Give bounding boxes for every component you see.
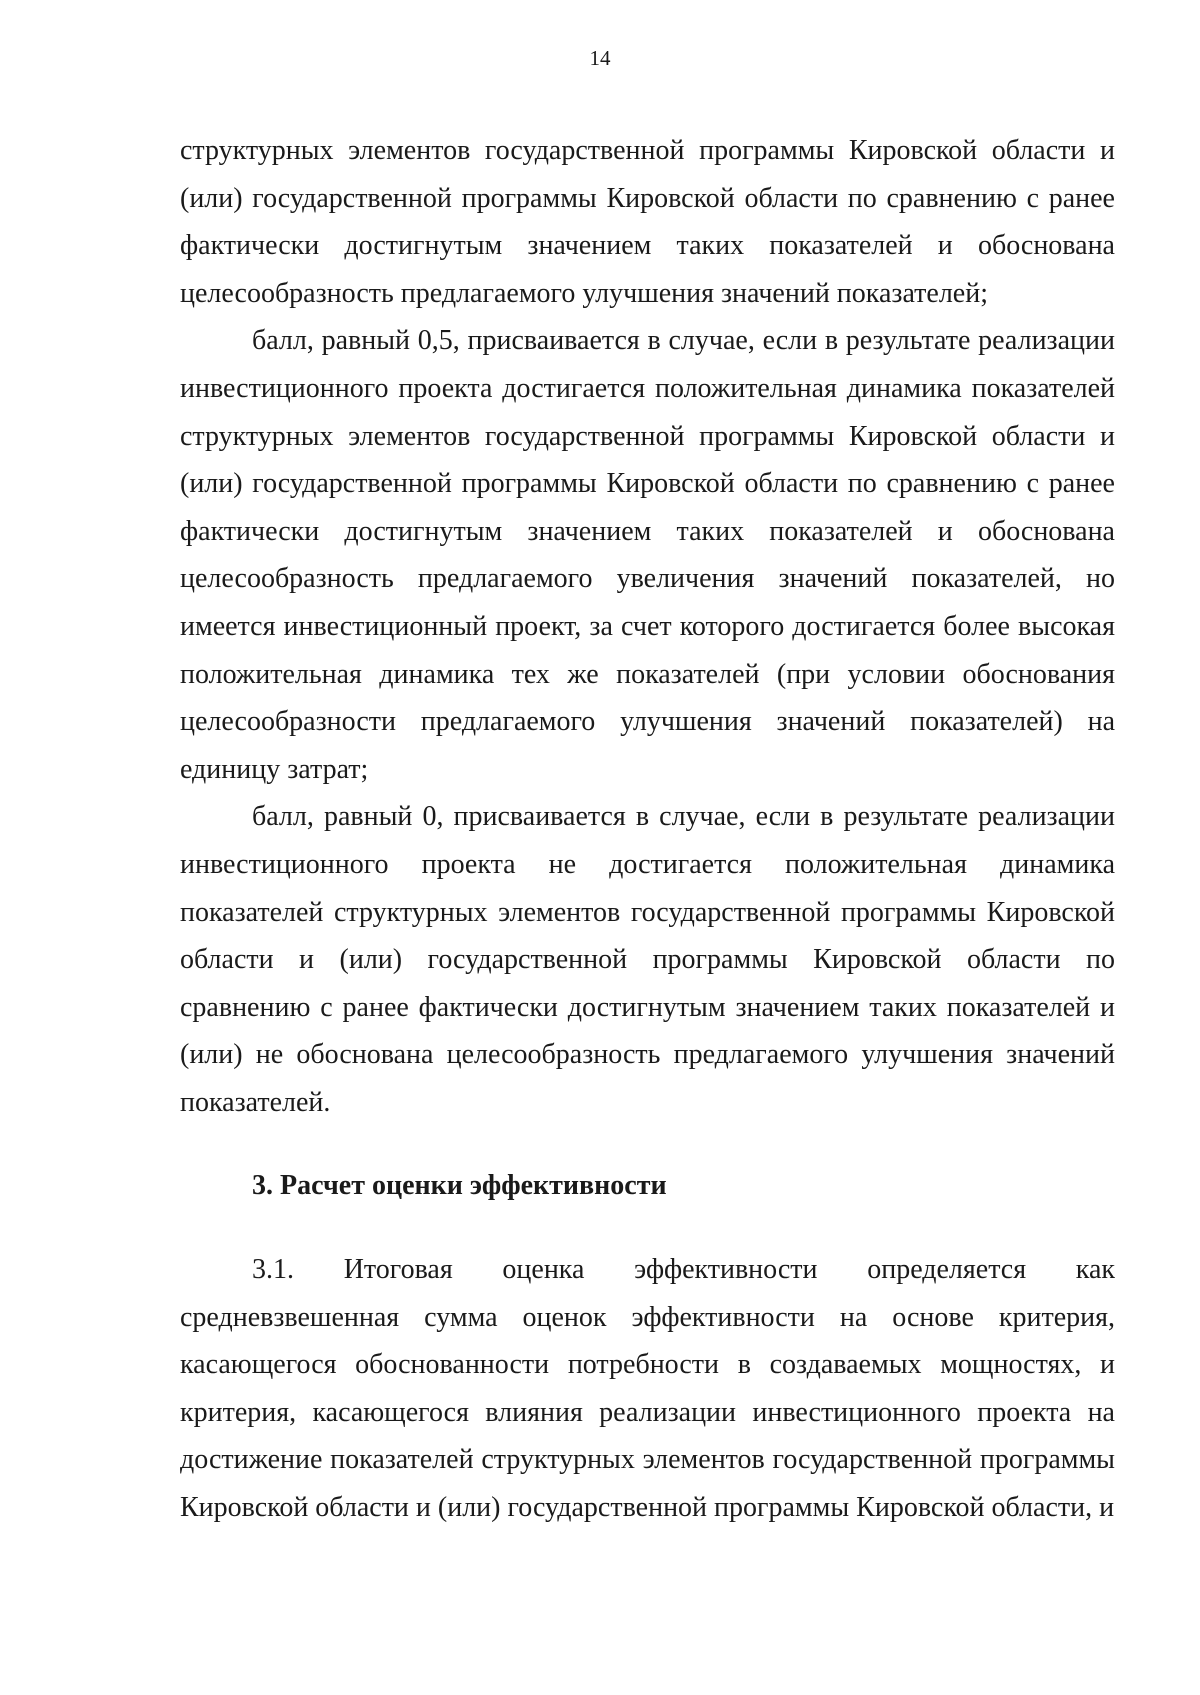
paragraph-section-3-1: 3.1. Итоговая оценка эффективности определяется как средневзвешенная сумма оценок эффективности на основе критерия, касающегося обоснованности потребности в создаваемых мощностях, и критерия, касающегося влияния реализации инвестиционного проекта на достижение показателей структурных элементов государственной программы Кировской области и (или) государственной программы Кировской области, и — [180, 1254, 1115, 1524]
document-body — [180, 127, 1115, 1532]
page-number: 14 — [589, 46, 611, 70]
section-heading: 3. Расчет оценки эффективности — [252, 1170, 667, 1202]
paragraph-score-half: балл, равный 0,5, присваивается в случае, если в результате реализации инвестиционного проекта достигается положительная динамика показателей структурных элементов государственной программы Кировской области и (или) государственной программы Кировской области по сравнению с ранее фактически достигнутым значением таких показателей и обоснована целесообразность предлагаемого увеличения значений показателей, но имеется инвестиционный проект, за счет которого достигается более высокая положительная динамика тех же показателей (при условии обоснования целесообразности предлагаемого улучшения значений показателей) на единицу затрат; — [180, 325, 1115, 785]
paragraph-continuation: структурных элементов государственной программы Кировской области и (или) государственной программы Кировской области по сравнению с ранее фактически достигнутым значением таких показателей и обоснована целесообразность предлагаемого улучшения значений показателей; — [180, 135, 1115, 309]
paragraph-score-zero: балл, равный 0, присваивается в случае, если в результате реализации инвестиционного проекта не достигается положительная динамика показателей структурных элементов государственной программы Кировской области и (или) государственной программы Кировской области по сравнению с ранее фактически достигнутым значением таких показателей и (или) не обоснована целесообразность предлагаемого улучшения значений показателей. — [180, 801, 1115, 1118]
